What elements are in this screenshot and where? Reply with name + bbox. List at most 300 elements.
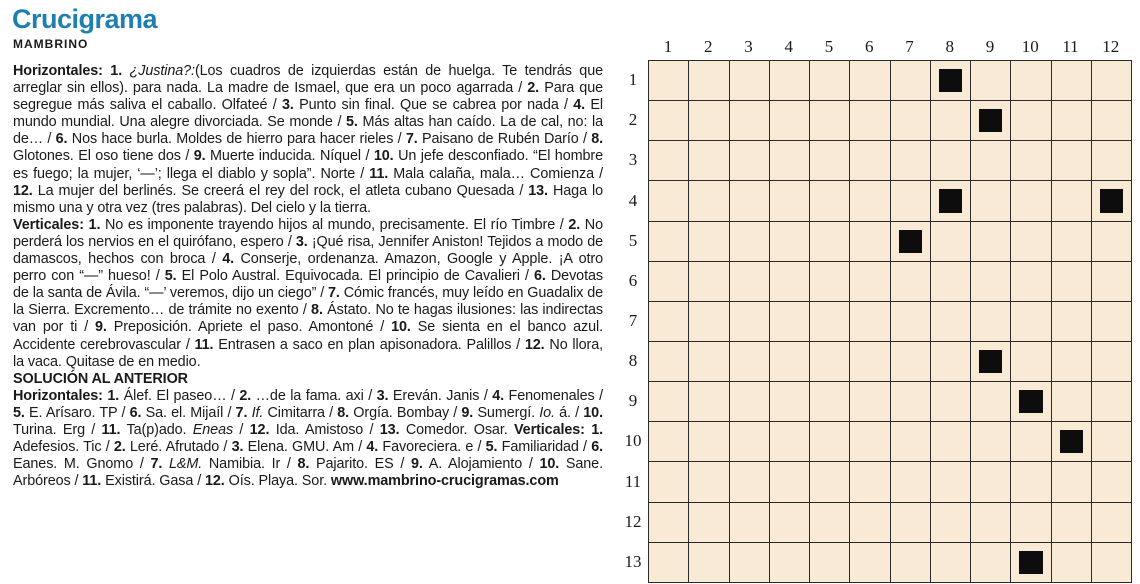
column-number: 2 [704,37,713,56]
grid-cell[interactable] [649,262,689,302]
clue-text: Elena. GMU. Am [247,439,354,456]
clue-text: Pajarito. ES [316,456,394,473]
grid-cell[interactable] [649,342,689,382]
verticales-clue [165,268,520,284]
grid-cell[interactable] [689,462,729,502]
grid-cell[interactable] [1052,382,1092,422]
grid-cell[interactable] [810,503,850,543]
clue-number: 10. [583,404,603,421]
solution-horizontales-clue [239,388,363,404]
grid-cell[interactable] [730,462,770,502]
clue-italic: Eneas [192,421,234,438]
grid-cell[interactable] [810,141,850,181]
grid-cell[interactable] [770,101,810,141]
clue-text: Sane. Arbóreos [13,456,603,490]
grid-cell[interactable] [689,141,729,181]
grid-cell[interactable] [770,262,810,302]
clue-number: 4. [366,439,379,456]
clue-number: 3. [281,97,294,114]
grid-cell[interactable] [649,141,689,181]
horizontales-clue [194,148,361,164]
clue-text: Ástato. No te hagas ilusiones: las indirectas van por ti [13,302,603,336]
grid-cell[interactable] [770,181,810,221]
clue-text: Sa. el. Mijaíl [145,404,224,421]
clue-number: 2. [113,439,126,456]
clue-number: 11. [101,421,121,438]
website-link: www.mambrino-crucigramas.com [330,473,559,490]
grid-cell[interactable] [730,543,770,583]
clue-number: 12. [13,182,33,199]
grid-cell[interactable] [891,503,931,543]
grid-cell[interactable] [891,262,931,302]
grid-cell[interactable] [850,503,890,543]
grid-cell[interactable] [770,503,810,543]
grid-cell[interactable] [810,543,850,583]
solution-verticales-label: Verticales: [513,421,585,438]
grid-cell[interactable] [689,181,729,221]
grid-cell[interactable] [931,543,971,583]
grid-cell[interactable] [931,382,971,422]
grid-cell[interactable] [649,181,689,221]
grid-cell[interactable] [770,222,810,262]
grid-cell[interactable] [689,503,729,543]
clue-number: 6. [129,404,142,421]
grid-cell[interactable] [891,462,931,502]
grid-cell[interactable] [1052,342,1092,382]
grid-cell[interactable] [689,61,729,101]
grid-cell[interactable] [971,141,1011,181]
grid-cell[interactable] [850,422,890,462]
grid-cell[interactable] [649,222,689,262]
grid-cell[interactable] [931,302,971,342]
solution-verticales-clue [298,456,394,472]
horizontales-clue [406,131,579,147]
grid-cell[interactable] [891,101,931,141]
clue-number: 6. [591,439,603,456]
grid-cell[interactable] [1092,422,1132,462]
grid-cell[interactable] [810,101,850,141]
grid-cell[interactable] [850,222,890,262]
grid-cell[interactable] [971,382,1011,422]
clue-text: E. Arísaro. TP [29,404,118,421]
horizontales-clue [369,166,594,182]
clue-text: Más altas han caído. La de cal, no: la de… [13,114,603,148]
grid-cell[interactable] [971,181,1011,221]
clue-number: 1. [591,421,604,438]
column-number: 7 [905,37,914,56]
black-square [971,342,1011,382]
clue-text: Sumergí. [477,404,540,421]
grid-cell[interactable] [850,61,890,101]
column-number: 10 [1021,37,1039,56]
grid-cell[interactable] [730,302,770,342]
horizontales-clue [282,97,559,113]
grid-cell[interactable] [649,302,689,342]
grid-cell[interactable] [730,222,770,262]
clue-text: Entrasen a saco en plan apisonadora. Palillos [218,336,512,353]
grid-cell[interactable] [891,342,931,382]
grid-cell[interactable] [1052,61,1092,101]
clue-text: Preposición. Apriete el paso. Amontoné [113,319,374,336]
grid-cell[interactable] [1052,503,1092,543]
grid-cell[interactable] [1011,262,1051,302]
solution-horizontales-clue [377,388,480,404]
clue-number: 7. [235,404,248,421]
grid-cell[interactable] [770,382,810,422]
grid-cell[interactable] [730,181,770,221]
solution-horizontales-clue [461,405,571,421]
grid-cell[interactable] [891,422,931,462]
column-number: 11 [1062,37,1079,56]
clue-number: 2. [568,216,581,233]
grid-cell[interactable] [1011,141,1051,181]
grid-cell[interactable] [770,422,810,462]
clue-text: Se sienta en el banco azul. Accidente cerebrovascular [13,319,603,353]
clue-number: 9. [461,404,474,421]
grid-cell[interactable] [1092,382,1132,422]
grid-cell[interactable] [649,462,689,502]
solution-verticales-clue [205,473,327,489]
grid-cell[interactable] [1092,543,1132,583]
grid-cell[interactable] [891,543,931,583]
clue-number: 9. [193,148,206,165]
grid-cell[interactable] [1052,101,1092,141]
grid-cell[interactable] [689,101,729,141]
grid-cell[interactable] [689,262,729,302]
row-number: 9 [628,391,638,411]
clue-text: Haga lo mismo una y otra vez (tres palabras). Del cielo y la tierra. [13,182,603,216]
solution-title: SOLUCIÓN AL ANTERIOR [13,370,188,387]
clue-number: 3. [376,387,389,404]
clue-text: Eanes. M. Gnomo [13,456,134,473]
row-number: 13 [624,551,642,571]
grid-cell[interactable] [770,462,810,502]
grid-cell[interactable] [1011,462,1051,502]
column-number: 1 [663,37,673,56]
clue-text: Ereván. Janis [392,387,480,404]
grid-cell[interactable] [810,262,850,302]
grid-cell[interactable] [891,61,931,101]
clue-text: El Polo Austral. Equivocada. El principio de Cavalieri [181,268,520,285]
solution-horizontales-clue [380,422,508,438]
grid-cell[interactable] [931,222,971,262]
black-square [931,61,971,101]
clue-number: 12. [524,336,545,353]
grid-cell[interactable] [931,422,971,462]
grid-cell[interactable] [931,101,971,141]
grid-cell[interactable] [730,101,770,141]
clue-number: 5. [164,268,177,285]
clue-number: 5. [485,439,498,456]
grid-cell[interactable] [931,503,971,543]
solution-verticales-clue [366,439,473,455]
clue-text: Ta(p)ado. [126,421,193,438]
clue-number: 12. [249,421,270,438]
grid-cell[interactable] [850,141,890,181]
row-number: 12 [624,511,642,531]
clue-number: 8. [311,302,323,319]
clue-number: 12. [205,473,225,490]
clue-text: Nos hace burla. Moldes de hierro para hacer rieles [71,131,394,148]
solution-verticales-clue [486,439,579,455]
grid-cell[interactable] [730,262,770,302]
grid-cell[interactable] [689,382,729,422]
grid-cell[interactable] [810,181,850,221]
grid-cell[interactable] [971,462,1011,502]
row-number: 11 [624,471,642,491]
grid-cell[interactable] [649,101,689,141]
grid-cell[interactable] [1011,422,1051,462]
grid-cell[interactable] [850,262,890,302]
grid-cell[interactable] [1052,302,1092,342]
clue-text: Orgía. Bombay [353,404,450,421]
grid-cell[interactable] [1092,262,1132,302]
grid-cell[interactable] [649,61,689,101]
grid-cell[interactable] [649,422,689,462]
horizontales-clue [56,131,394,147]
grid-cell[interactable] [1011,181,1051,221]
verticales-clue [89,217,556,233]
grid-cell[interactable] [850,543,890,583]
author-name: MAMBRINO [13,37,89,51]
grid-cell[interactable] [1052,543,1092,583]
grid-cell[interactable] [1052,222,1092,262]
clue-text: …de la fama. axi [255,387,364,404]
black-square [931,181,971,221]
clue-number: 5. [346,114,358,131]
row-number: 6 [628,270,638,290]
grid-cell[interactable] [1011,222,1051,262]
column-number: 9 [985,37,995,56]
grid-cell[interactable] [1052,462,1092,502]
clue-number: 13. [379,421,400,438]
grid-cell[interactable] [770,302,810,342]
grid-cell[interactable] [931,342,971,382]
grid-cell[interactable] [931,141,971,181]
grid-cell[interactable] [891,181,931,221]
grid-cell[interactable] [649,543,689,583]
grid-cell[interactable] [971,543,1011,583]
clue-text: Para que segregue más saliva el caballo. Olfateé [13,80,604,114]
grid-cell[interactable] [689,302,729,342]
grid-cell[interactable] [850,462,890,502]
clue-text: para nada. La madre de Ismael, que era un poco agarrada [132,80,514,97]
clue-text: Adefesios. Tic [13,439,102,456]
grid-cell[interactable] [1092,101,1132,141]
grid-cell[interactable] [971,61,1011,101]
clue-text: Punto sin final. Que se cabrea por nada [299,97,559,114]
clue-text: Favoreciera. e [382,439,474,456]
solution-horizontales-clue [236,405,325,421]
row-number: 10 [624,431,642,451]
grid-cell[interactable] [891,382,931,422]
clue-number: 8. [591,131,604,148]
clue-text: Leré. Afrutado [129,439,220,456]
clue-number: 6. [55,131,68,148]
clue-number: 7. [405,131,418,148]
grid-cell[interactable] [850,181,890,221]
clue-text: Turina. Erg [13,421,85,438]
grid-cell[interactable] [931,462,971,502]
grid-cell[interactable] [689,422,729,462]
grid-cell[interactable] [1052,141,1092,181]
black-square [891,222,931,262]
grid-cell[interactable] [1011,61,1051,101]
verticales-section: Verticales: 1. No es imponente trayendo hijos al mundo, precisamente. El río Timbre / 2. No perderá los nervios en el quirófano, espero / 3. ¡Qué risa, Jennifer Aniston! Tejidos a modo de damascos, hechos con broca / 4. Conserje, ordenanza. Amazon, Google y Apple. ¡A otro perro con “—” hueso! / 5. El Polo Austral. Equivocada. El principio de Cavalieri / 6. Devotas de la santa de Ávila. “—’ veremos, dijo un ciego” / 7. Cómic francés, muy leído en Guadalix de la Sierra. Excremento… de trámite no exento / 8. Ástato. No te hagas ilusiones: las indirectas van por ti / 9. Preposición. Apriete el paso. Amontoné / 10. Se sienta en el banco azul. Accidente cerebrovascular / 11. Entrasen a saco en plan apisonadora. Palillos / 12. No llora, la vaca. Quitase de en medio. [13,216,604,370]
solution-horizontales-label: Horizontales: [13,387,103,404]
clue-text: Álef. El paseo… [123,387,227,404]
grid-cell[interactable] [1011,101,1051,141]
solution-verticales-clue [114,439,219,455]
black-square [971,101,1011,141]
clue-number: 13. [528,182,548,199]
grid-cell[interactable] [810,342,850,382]
grid-cell[interactable] [770,543,810,583]
grid-cell[interactable] [1052,262,1092,302]
grid-cell[interactable] [649,503,689,543]
horizontales-label: Horizontales: [13,63,103,79]
clue-text: (Los cuadros de izquierdas están de huelga. Te tendrás que arreglar sin ellos). [13,63,604,97]
clue-text: ¡Qué risa, Jennifer Aniston! Tejidos a modo de damascos, hechos con broca [13,233,603,268]
clue-number: 1. [107,387,120,404]
column-number: 3 [744,37,753,56]
grid-cell[interactable] [810,382,850,422]
grid-cell[interactable] [1011,342,1051,382]
grid-cell[interactable] [971,262,1011,302]
clue-number: 2. [527,80,540,97]
grid-cell[interactable] [730,141,770,181]
grid-cell[interactable] [850,302,890,342]
black-square [1011,543,1051,583]
grid-cell[interactable] [1011,503,1051,543]
grid-cell[interactable] [810,222,850,262]
clue-number: 1. [110,63,123,79]
clue-number: 10. [373,148,394,165]
grid-cell[interactable] [770,61,810,101]
grid-cell[interactable] [730,342,770,382]
clue-text: Familiaridad [501,439,579,456]
horizontales-clue [13,183,514,199]
clue-text: Devotas de la santa de Ávila. “—’ veremos, dijo un ciego” [13,268,603,302]
grid-cell[interactable] [730,61,770,101]
grid-cell[interactable] [649,382,689,422]
grid-cell[interactable] [810,422,850,462]
clue-text: Ida. Amistoso [275,421,364,438]
grid-cell[interactable] [971,422,1011,462]
horizontales-section: Horizontales: 1. ¿Justina?:(Los cuadros de izquierdas están de huelga. Te tendrás que arreglar sin ellos). para nada. La madre de Ismael, que era un poco agarrada / 2. Para que segregue más saliva el caballo. Olfateé / 3. Punto sin final. Que se cabrea por nada / 4. El mundo mundial. Una alegre divorciada. Se monde / 5. Más altas han caído. La de cal, no: la de… / 6. Nos hace burla. Moldes de hierro para hacer rieles / 7. Paisano de Rubén Darío / 8. Glotones. El oso tiene dos / 9. Muerte inducida. Níquel / 10. Un jefe desconfiado. “El hombre es fuego; la mujer, ‘—’; llega el diablo y sopla”. Norte / 11. Mala calaña, mala… Comienza / 12. La mujer del berlinés. Se creerá el rey del rock, el atleta cubano Quesada / 13. Haga lo mismo una y otra vez (tres palabras). Del cielo y la tierra. [13,63,604,216]
clue-text: Mala calaña, mala… Comienza [393,165,595,182]
grid-cell[interactable] [1011,302,1051,342]
grid-cell[interactable] [1092,342,1132,382]
clue-number: 7. [328,285,340,302]
clue-number: 3. [295,233,308,250]
clue-number: 11. [82,473,102,490]
grid-cell[interactable] [730,503,770,543]
row-number: 3 [628,150,638,170]
grid-cell[interactable] [850,342,890,382]
grid-cell[interactable] [730,422,770,462]
grid-cell[interactable] [971,302,1011,342]
clue-text: Glotones. El oso tiene dos [13,148,181,165]
clue-text: Comedor. Osar. [405,421,508,438]
grid-cell[interactable] [770,342,810,382]
grid-cell[interactable] [770,141,810,181]
clue-text: Fenomenales [508,387,595,404]
clue-number: 11. [369,165,389,182]
solution-horizontales-clue [492,388,594,404]
black-square [1092,181,1132,221]
grid-cell[interactable] [850,382,890,422]
clue-number: 9. [95,319,107,336]
crossword-grid [648,60,1132,583]
clue-number: 11. [194,336,214,353]
grid-cell[interactable] [850,101,890,141]
grid-cell[interactable] [891,141,931,181]
row-number: 8 [628,351,638,371]
grid-cell[interactable] [1092,141,1132,181]
grid-cell[interactable] [891,302,931,342]
clue-number: 9. [410,456,423,473]
grid-cell[interactable] [1092,503,1132,543]
row-number: 2 [628,110,638,130]
clue-number: 4. [222,251,235,268]
solution-horizontales-clue [102,422,234,438]
grid-cell[interactable] [1092,61,1132,101]
clue-number: 6. [533,268,546,285]
row-number: 5 [628,230,638,250]
grid-cell[interactable] [689,543,729,583]
clue-text: Namibia. Ir [202,456,281,473]
grid-cell[interactable] [730,382,770,422]
grid-cell[interactable] [931,262,971,302]
column-number: 4 [784,37,793,56]
verticales-clue [95,319,373,335]
grid-cell[interactable] [689,342,729,382]
clue-number: 2. [239,387,252,404]
grid-cell[interactable] [971,503,1011,543]
grid-cell[interactable] [971,222,1011,262]
clue-italic: ¿Justina?: [129,63,195,79]
clue-number: 3. [231,439,244,456]
solution-horizontales-clue [337,405,449,421]
solution-verticales-clue [232,439,354,455]
grid-cell[interactable] [810,462,850,502]
verticales-label: Verticales: [13,216,84,233]
solution-verticales-clue [82,473,193,489]
clue-number: 1. [88,216,101,233]
grid-cell[interactable] [1092,222,1132,262]
grid-cell[interactable] [810,61,850,101]
clue-text: La mujer del berlinés. Se creerá el rey del rock, el atleta cubano Quesada [37,182,515,199]
clue-text: Paisano de Rubén Darío [422,131,579,148]
grid-cell[interactable] [810,302,850,342]
row-number: 1 [628,70,638,90]
clue-text: á. [554,404,571,421]
grid-cell[interactable] [1092,462,1132,502]
black-square [1011,382,1051,422]
grid-cell[interactable] [1052,181,1092,221]
solution-verticales-clue [411,456,522,472]
clue-text: Un jefe desconfiado. “El hombre es fuego; la mujer, ‘—’; llega el diablo y sopla”. Norte [13,148,603,182]
grid-cell[interactable] [1092,302,1132,342]
column-number: 8 [945,37,954,56]
solution-horizontales-clue [130,405,224,421]
clue-text: No llora, la vaca. Quitase de en medio. [13,336,604,370]
grid-cell[interactable] [689,222,729,262]
solution-horizontales-clue [107,388,226,404]
clue-text: Cómic francés, muy leído en Guadalix de la Sierra. Excremento… de trámite no exento [13,285,604,319]
black-square [1052,422,1092,462]
